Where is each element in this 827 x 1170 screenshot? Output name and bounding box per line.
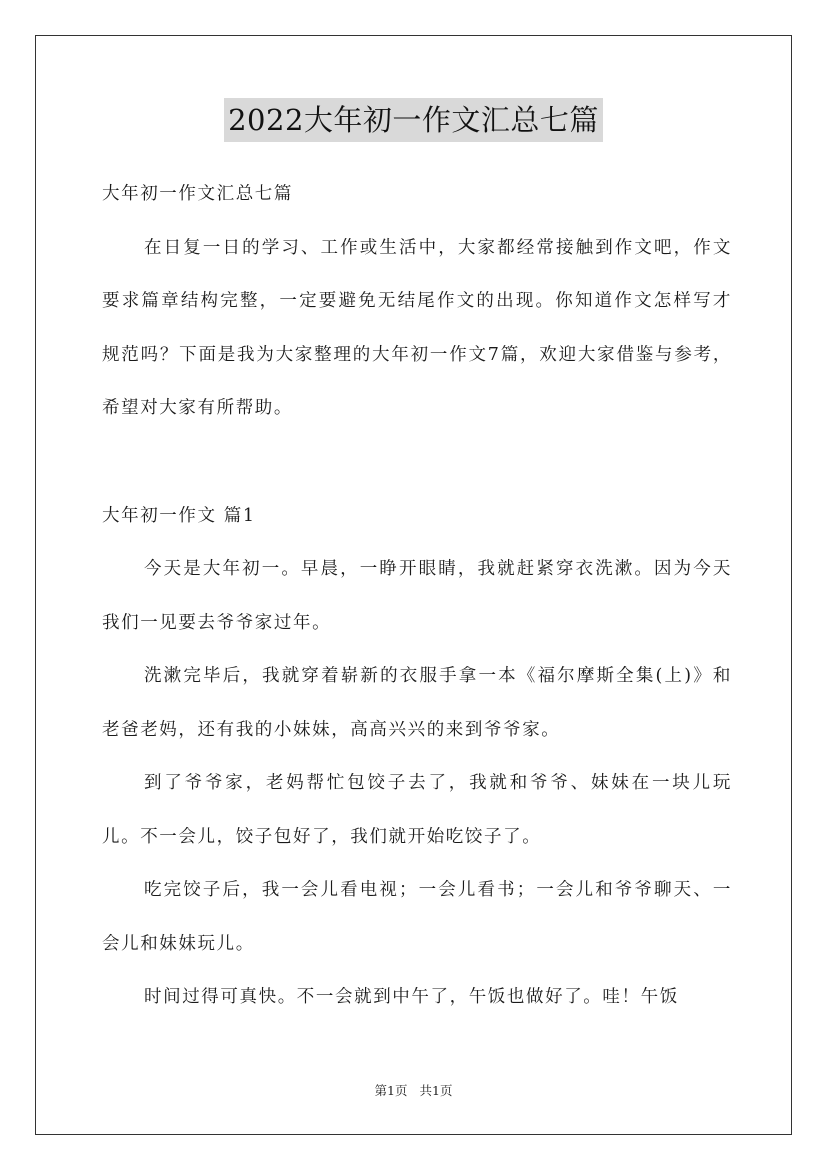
document-subtitle: 大年初一作文汇总七篇 — [102, 184, 293, 204]
section-spacer — [102, 436, 732, 490]
body-paragraph: 今天是大年初一。早晨，一睁开眼睛，我就赶紧穿衣洗漱。因为今天我们一见要去爷爷家过年。 — [102, 559, 732, 633]
body-paragraph: 吃完饺子后，我一会儿看电视；一会儿看书；一会儿和爷爷聊天、一会儿和妹妹玩儿。 — [102, 880, 732, 954]
document-title: 2022大年初一作文汇总七篇 — [224, 98, 603, 142]
body-paragraph: 到了爷爷家，老妈帮忙包饺子去了，我就和爷爷、妹妹在一块儿玩儿。不一会儿，饺子包好了，我们就开始吃饺子了。 — [102, 773, 732, 847]
body-paragraph: 洗漱完毕后，我就穿着崭新的衣服手拿一本《福尔摩斯全集(上)》和老爸老妈，还有我的小妹妹，高高兴兴的来到爷爷家。 — [102, 666, 732, 740]
body-paragraph: 时间过得可真快。不一会就到中午了，午饭也做好了。哇！午饭 — [144, 987, 679, 1007]
page-footer — [0, 1082, 827, 1100]
intro-paragraph: 在日复一日的学习、工作或生活中，大家都经常接触到作文吧，作文要求篇章结构完整，一定要避免无结尾作文的出现。你知道作文怎样写才规范吗？下面是我为大家整理的大年初一作文7篇，欢迎大家借鉴与参考，希望对大家有所帮助。 — [102, 237, 732, 418]
page-number-current: 第1页 — [374, 1083, 408, 1098]
page-number-total: 共1页 — [419, 1083, 453, 1098]
section-heading: 大年初一作文 篇1 — [102, 505, 256, 526]
title-container — [0, 98, 827, 142]
document-body — [102, 168, 732, 1025]
